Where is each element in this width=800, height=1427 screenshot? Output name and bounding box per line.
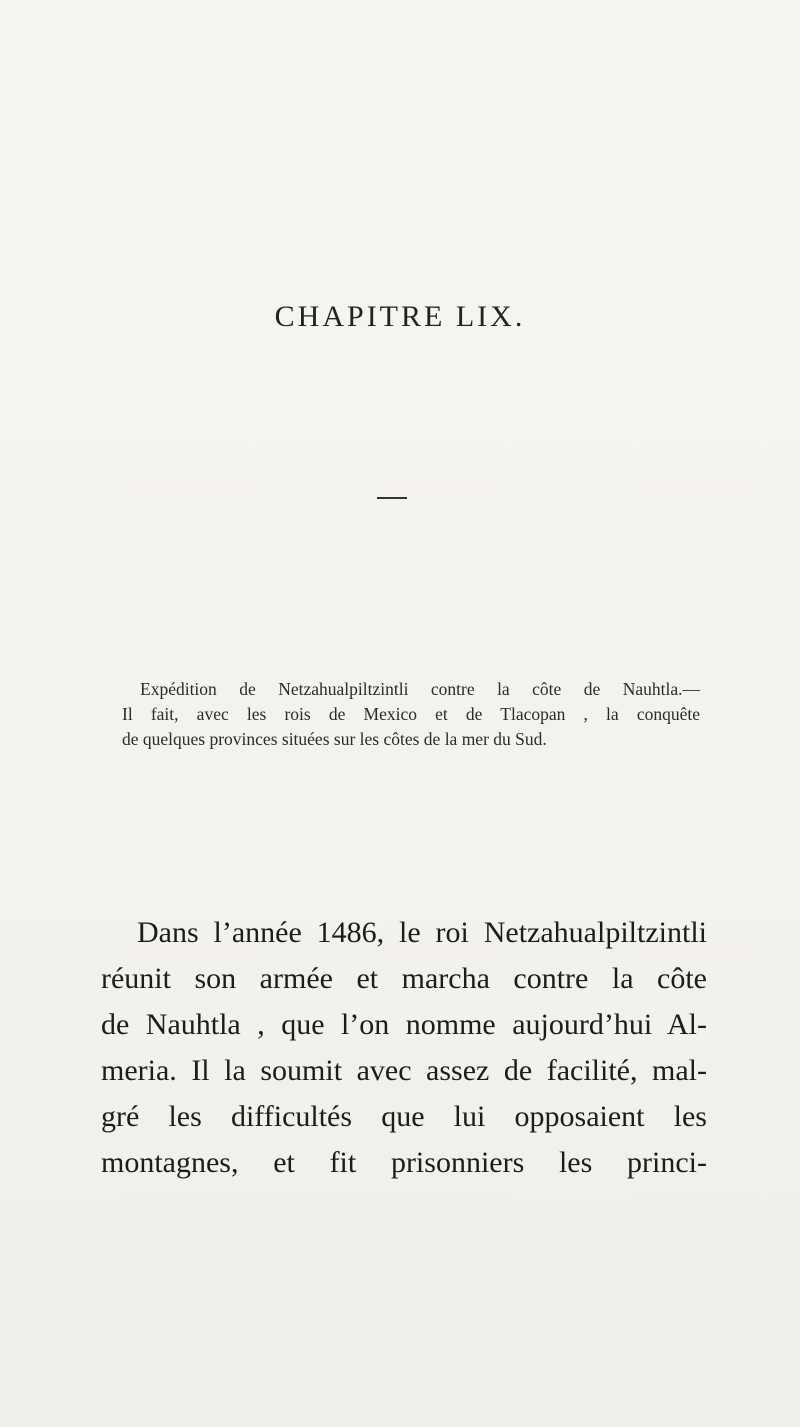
summary-line: de quelques provinces situées sur les côtes de la mer du Sud.	[122, 729, 547, 749]
body-line: meria. Il la soumit avec assez de facilité, mal-	[101, 1054, 707, 1087]
body-line: Dans l’année 1486, le roi Netzahualpiltzintli	[137, 916, 707, 949]
summary-line: Il fait, avec les rois de Mexico et de Tlacopan , la conquête	[122, 704, 700, 724]
body-line: gré les difficultés que lui opposaient les	[101, 1100, 707, 1133]
chapter-summary	[122, 677, 700, 752]
title-divider	[377, 497, 407, 499]
body-paragraph	[101, 910, 707, 1186]
body-line: réunit son armée et marcha contre la côte	[101, 962, 707, 995]
summary-line: Expédition de Netzahualpiltzintli contre la côte de Nauhtla.—	[140, 679, 700, 699]
body-line: de Nauhtla , que l’on nomme aujourd’hui Al-	[101, 1008, 707, 1041]
body-line: montagnes, et fit prisonniers les princi-	[101, 1146, 707, 1179]
chapter-title: CHAPITRE LIX.	[274, 300, 526, 333]
